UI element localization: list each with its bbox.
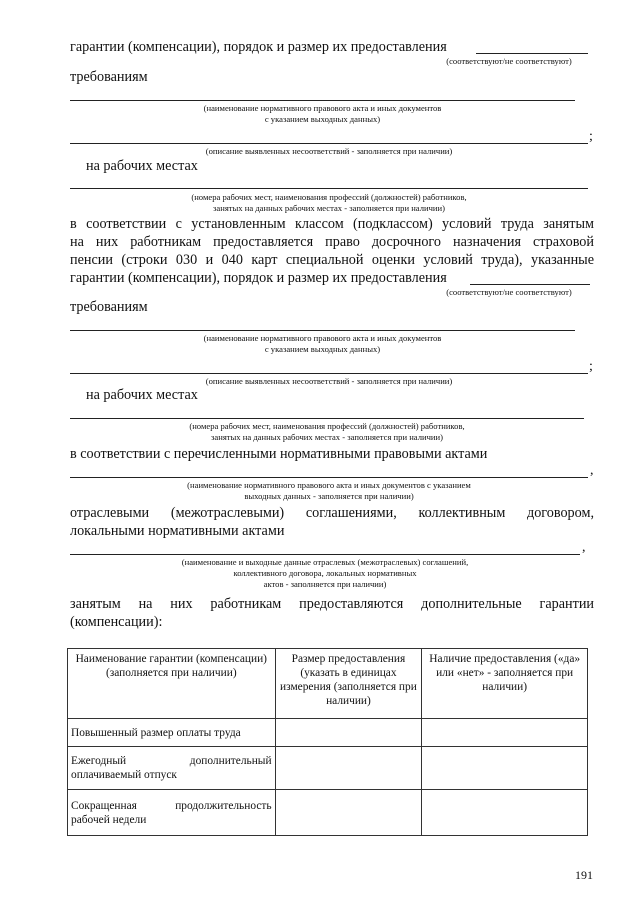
caption-agreements-c: актов - заполняется при наличии) <box>263 579 387 589</box>
fill-line <box>70 143 588 144</box>
requirements-label-2: требованиям <box>70 299 148 315</box>
table-header-row <box>68 649 588 719</box>
caption-workplaces-1a: (номера рабочих мест, наименования профессий (должностей) работников, <box>191 192 467 202</box>
table-row <box>68 790 588 836</box>
workplaces-label-1: на рабочих местах <box>86 158 198 174</box>
caption-normative-act-1b: с указанием выходных данных) <box>264 114 381 124</box>
paragraph-line: отраслевыми (межотраслевыми) соглашениями, коллективным договором, <box>70 505 594 521</box>
caption-workplaces-2a: (номера рабочих мест, наименования профессий (должностей) работников, <box>189 421 465 431</box>
row-label: Ежегодный дополнительный оплачиваемый отпуск <box>68 747 276 790</box>
paragraph-line: занятым на них работникам предоставляются дополнительные гарантии <box>70 596 594 612</box>
availability-cell[interactable] <box>422 719 588 747</box>
fill-line <box>476 53 588 54</box>
row-label: Сокращенная продолжительность рабочей недели <box>68 790 276 836</box>
availability-cell[interactable] <box>422 747 588 790</box>
normative-acts-line: в соответствии с перечисленными нормативными правовыми актами <box>70 446 488 462</box>
amount-cell[interactable] <box>275 790 422 836</box>
caption-normative-act-3b: выходных данных - заполняется при наличии) <box>244 491 414 501</box>
header-availability: Наличие предоставления («да» или «нет» - заполняется при наличии) <box>422 649 588 719</box>
paragraph-line: локальными нормативными актами <box>70 523 285 539</box>
fill-line <box>70 477 588 478</box>
header-guarantee-name: Наименование гарантии (компенсации) (заполняется при наличии) <box>68 649 276 719</box>
caption-agreements-b: коллективного договора, локальных нормативных <box>233 568 417 578</box>
table-row <box>68 719 588 747</box>
paragraph-line: (компенсации): <box>70 614 163 630</box>
paragraph-line: в соответствии с установленным классом (подклассом) условий труда занятым <box>70 216 594 232</box>
caption-compliance-1: (соответствуют/не соответствуют) <box>446 56 572 66</box>
caption-normative-act-2b: с указанием выходных данных) <box>264 344 381 354</box>
requirements-label-1: требованиям <box>70 69 148 85</box>
caption-workplaces-2b: занятых на данных рабочих местах - заполняется при наличии) <box>211 432 443 442</box>
caption-normative-act-1a: (наименование нормативного правового акта и иных документов <box>203 103 442 113</box>
table-row <box>68 747 588 790</box>
fill-line <box>70 373 588 374</box>
semicolon: ; <box>589 359 593 374</box>
caption-agreements-a: (наименование и выходные данные отраслевых (межотраслевых) соглашений, <box>181 557 469 567</box>
caption-mismatch-2: (описание выявленных несоответствий - заполняется при наличии) <box>205 376 453 386</box>
comma: , <box>582 540 586 555</box>
guarantee-line-1: гарантии (компенсации), порядок и размер их предоставления <box>70 39 447 55</box>
workplaces-label-2: на рабочих местах <box>86 387 198 403</box>
row-label: Повышенный размер оплаты труда <box>68 719 276 747</box>
fill-line <box>70 100 575 101</box>
paragraph-line: пенсии (строки 030 и 040 карт специальной оценки условий труда), указанные <box>70 252 594 268</box>
caption-workplaces-1b: занятых на данных рабочих местах - заполняется при наличии) <box>213 203 445 213</box>
semicolon: ; <box>589 129 593 144</box>
fill-line <box>470 284 590 285</box>
header-amount: Размер предоставления (указать в единицах измерения (заполняется при наличии) <box>275 649 422 719</box>
fill-line <box>70 188 588 189</box>
paragraph-line: на них работникам предоставляется право досрочного назначения страховой <box>70 234 594 250</box>
guarantee-line-2: гарантии (компенсации), порядок и размер их предоставления <box>70 270 447 286</box>
fill-line <box>70 330 575 331</box>
availability-cell[interactable] <box>422 790 588 836</box>
page-number: 191 <box>575 868 593 882</box>
fill-line <box>70 554 580 555</box>
amount-cell[interactable] <box>275 719 422 747</box>
fill-line <box>70 418 584 419</box>
comma: , <box>590 463 594 478</box>
caption-normative-act-3a: (наименование нормативного правового акта и иных документов с указанием <box>187 480 471 490</box>
caption-compliance-2: (соответствуют/не соответствуют) <box>446 287 572 297</box>
amount-cell[interactable] <box>275 747 422 790</box>
guarantees-table <box>67 648 588 836</box>
caption-normative-act-2a: (наименование нормативного правового акта и иных документов <box>203 333 442 343</box>
caption-mismatch-1: (описание выявленных несоответствий - заполняется при наличии) <box>205 146 453 156</box>
